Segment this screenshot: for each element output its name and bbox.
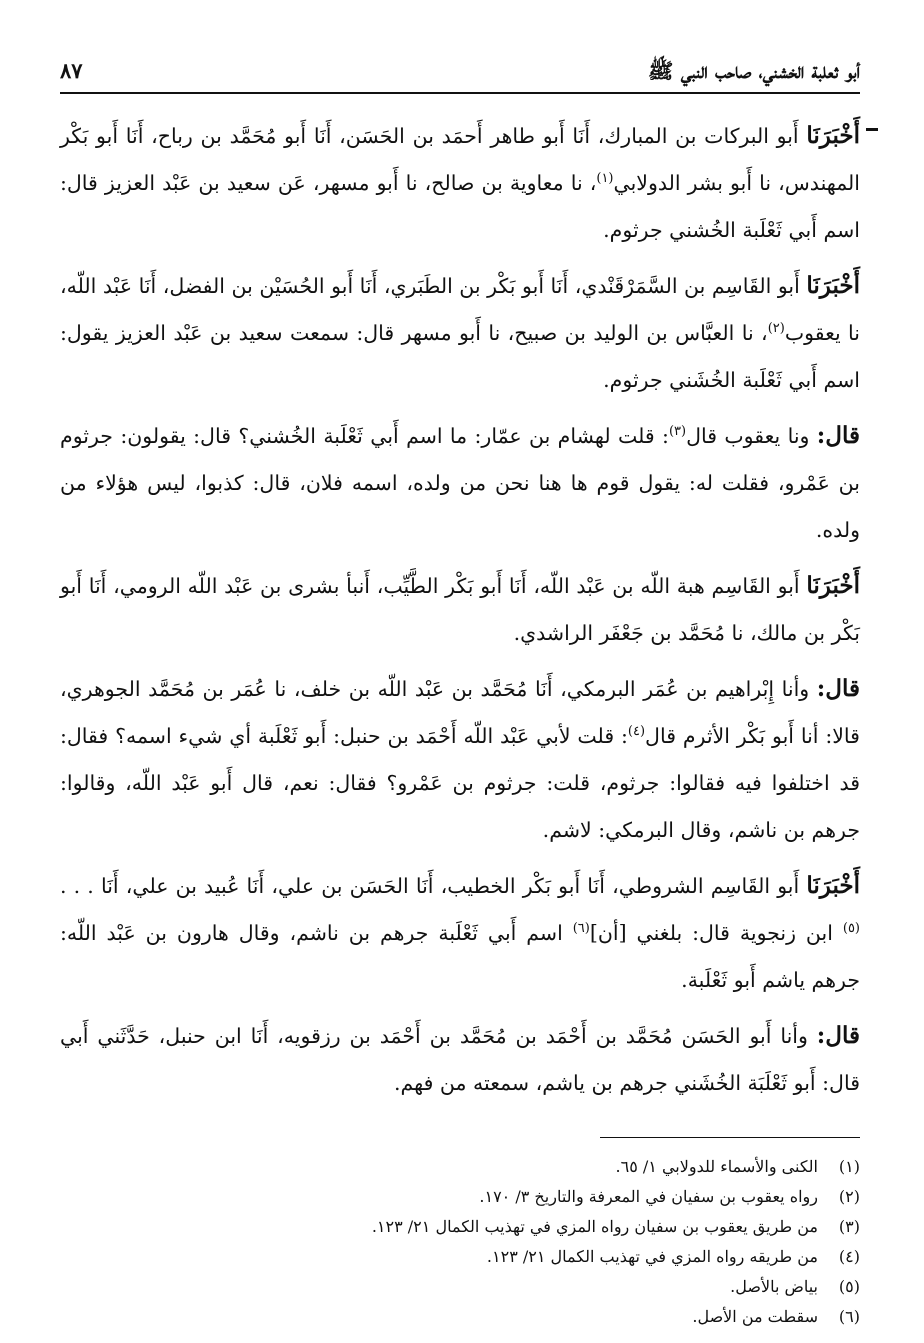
footnote [60,1152,860,1182]
footnote-ref: (٦) [572,921,590,937]
paragraph-text: وأنا أَبو الحَسَن مُحَمَّد بن أَحْمَد بن مُحَمَّد بن أَحْمَد بن رزقويه، أَنَا ابن حنبل، حَدَّثَني أَبي قال: أَبو ثَعْلَبَة الخُشَني جرهم بن ياشم، سمعته من فهم. [60,1024,860,1095]
page-number: ٨٧ [60,58,83,83]
footnote-text: بياض بالأصل. [730,1277,818,1296]
paragraph-lead: قال: [816,1022,860,1049]
footnote [60,1212,860,1242]
paragraph-text: أَبو البركات بن المبارك، أَنَا أَبو طاهر أَحمَد بن الحَسَن، أَنَا أَبو مُحَمَّد بن رباح، أَنَا أَبو بَكْر المهندس، نا أَبو بشر الدولابي [60,124,860,195]
footnote-text: رواه يعقوب بن سفيان في المعرفة والتاريخ ٣/ ١٧٠. [479,1187,818,1206]
paragraph-lead: أَخْبَرَنَا [806,872,860,899]
footnote-ref: (٣) [668,424,687,440]
footnote [60,1302,860,1332]
paragraph-text: أَبو القَاسِم بن السَّمَرْقَنْدي، أَنَا أَبو بَكْر بن الطَبَري، أَنَا أَبو الحُسَيْن بن الفضل، أَنَا عَبْد اللّه، نا يعقوب [60,274,860,345]
paragraph-text: أَبو القَاسِم الشروطي، أَنَا أَبو بَكْر الخطيب، أَنَا الحَسَن بن علي، أَنَا عُبيد بن علي، أَنَا . . . [60,874,807,898]
body-text [60,112,860,1107]
paragraph-2 [60,262,860,404]
paragraph-lead: أَخْبَرَنَا [806,572,860,599]
footnote [60,1242,860,1272]
footnote [60,1272,860,1302]
paragraph-text: ونا يعقوب قال [686,424,817,448]
paragraph-1 [60,112,860,254]
paragraph-lead: أَخْبَرَنَا [806,272,860,299]
paragraph-3 [60,412,860,554]
paragraph-text: وأنا إِبْراهيم بن عُمَر البرمكي، أَنَا مُحَمَّد بن عَبْد اللّه بن خلف، نا عُمَر بن مُحَمَّد الجوهري، قالا: أنا أَبو بَكْر الأثرم قال [60,677,860,748]
paragraph-7 [60,1012,860,1107]
paragraph-5 [60,665,860,854]
footnotes [60,1152,860,1332]
paragraph-text: : قلت لهشام بن عمّار: ما اسم أَبي ثَعْلَبة الخُشني؟ قال: يقولون: جرثوم بن عَمْرو، فقلت له: يقول قوم ها هنا نحن من ولده، اسمه فلان، قال: كذبوا، ليس هؤلاء من ولده. [60,424,860,542]
paragraph-text: : قلت لأبي عَبْد اللّه أَحْمَد بن حنبل: أَبو ثَعْلَبة أي شيء اسمه؟ فقال: قد اختلفوا فيه فقالوا: جرثوم، قلت: جرثوم بن عَمْرو؟ فقال: نعم، قال أَبو عَبْد اللّه، وقالوا: جرهم بن ناشم، وقال البرمكي: لاشم. [60,724,860,842]
footnote-number: (٢) [838,1187,860,1206]
page [60,50,861,1326]
footnote-text: من طريق يعقوب بن سفيان رواه المزي في تهذيب الكمال ٢١/ ١٢٣. [371,1217,818,1236]
paragraph-lead: قال: [816,422,861,449]
footnote-divider [600,1137,860,1138]
paragraph-4 [60,562,860,657]
footnote-number: (٤) [838,1247,860,1266]
paragraph-text: ، نا العبَّاس بن الوليد بن صبيح، نا أَبو مسهر قال: سمعت سعيد بن عَبْد العزيز يقول: اسم أَبي ثَعْلَبة الخُشَني جرثوم. [60,321,860,392]
running-head-title: أبو ثعلبة الخشني، صاحب النبي ﷺ [648,58,860,83]
footnote-ref: (٤) [627,724,646,740]
running-head [60,50,860,94]
footnote-number: (٦) [838,1307,860,1326]
footnote-ref: (١) [596,171,614,187]
paragraph-text: اسم أَبي ثَعْلَبة جرهم بن ناشم، وقال هارون بن عَبْد اللّه: جرهم ياشم أَبو ثَعْلَبة. [60,921,860,992]
paragraph-6 [60,862,860,1004]
footnote-number: (٣) [838,1217,860,1236]
paragraph-lead: قال: [816,675,860,702]
footnote-text: من طريقه رواه المزي في تهذيب الكمال ٢١/ ١٢٣. [486,1247,818,1266]
paragraph-text: أَبو القَاسِم هبة اللّه بن عَبْد اللّه، أَنَا أَبو بَكْر الطَّيِّب، أَنبأ بشرى بن عَبْد اللّه الرومي، أَنَا أَبو بَكْر بن مالك، نا مُحَمَّد بن جَعْفَر الراشدي. [60,574,860,645]
footnote-text: سقطت من الأصل. [692,1307,818,1326]
paragraph-lead: أَخْبَرَنَا [806,122,860,149]
paragraph-text: ابن زنجوية قال: بلغني [أن] [589,921,843,945]
margin-mark [866,128,878,131]
paragraph-text: ، نا معاوية بن صالح، نا أَبو مسهر، عَن سعيد بن عَبْد العزيز قال: اسم أَبي ثَعْلَبة الخُشني جرثوم. [60,171,860,242]
footnote-ref: (٥) [842,921,860,937]
footnote-number: (١) [838,1157,860,1176]
footnote-ref: (٢) [767,321,785,337]
footnote-number: (٥) [838,1277,860,1296]
footnote [60,1182,860,1212]
footnote-text: الكنى والأسماء للدولابي ١/ ٦٥. [615,1157,818,1176]
